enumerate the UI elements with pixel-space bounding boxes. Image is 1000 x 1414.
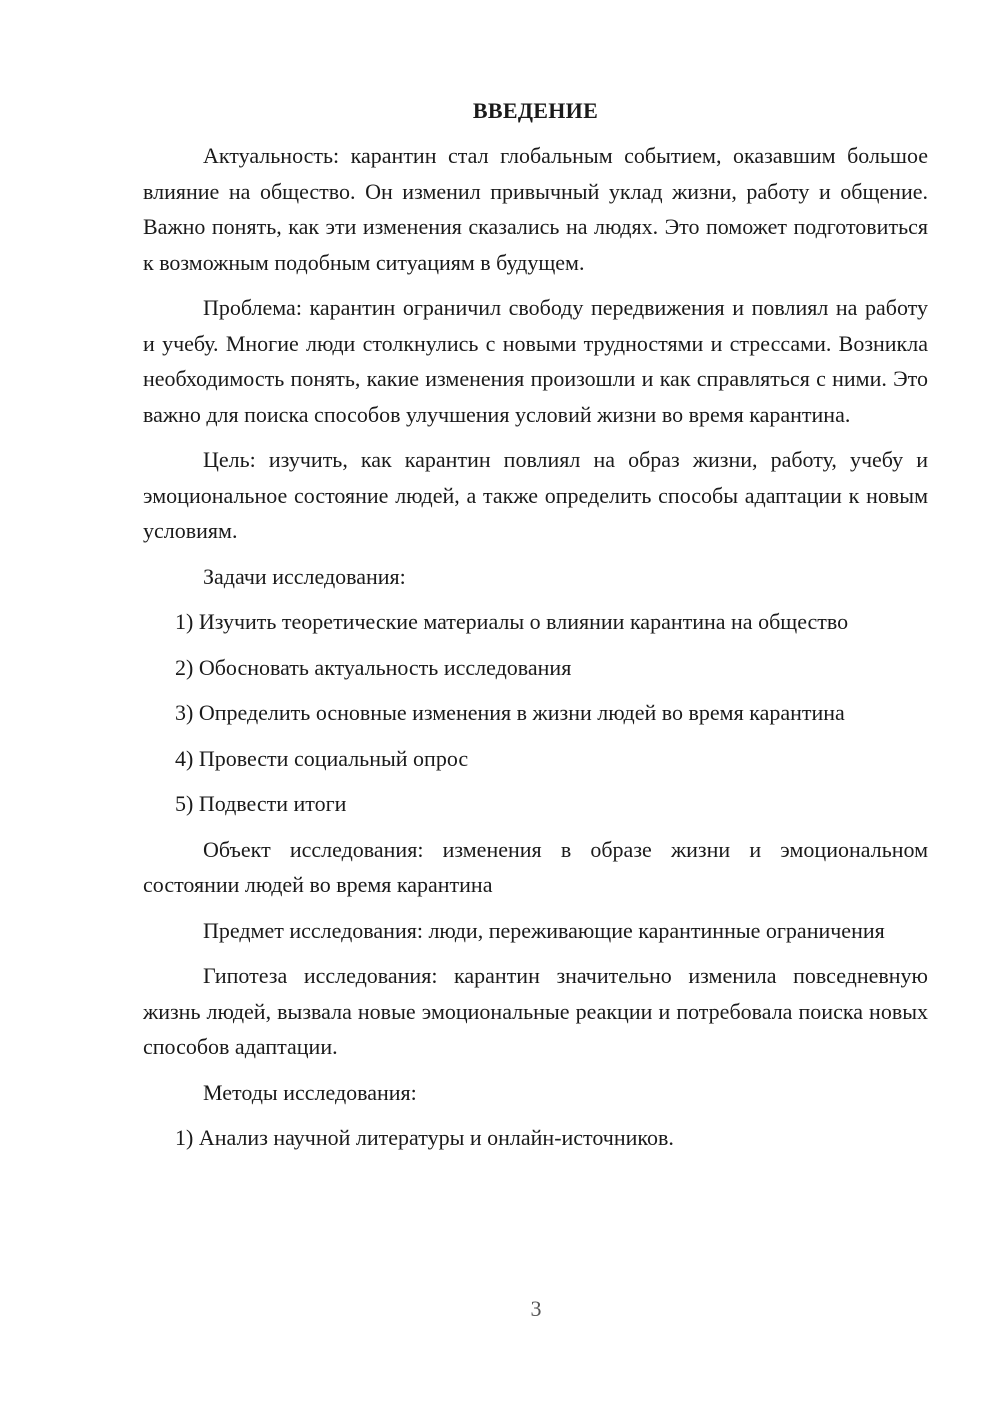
- task-item: 3) Определить основные изменения в жизни людей во время карантина: [175, 700, 845, 725]
- tasks-heading: Задачи исследования:: [203, 563, 406, 589]
- hypothesis-paragraph: Гипотеза исследования: карантин значительно изменила повседневную жизнь людей, вызвала новые эмоциональные реакции и потребовала поиска новых способов адаптации.: [143, 963, 928, 1059]
- page-number: 3: [530, 1296, 542, 1321]
- task-item: 4) Провести социальный опрос: [175, 745, 469, 771]
- page-title: ВВЕДЕНИЕ: [472, 98, 599, 123]
- problem-paragraph: Проблема: карантин ограничил свободу передвижения и повлиял на работу и учебу. Многие люди столкнулись с новыми трудностями и стрессами. Возникла необходимость понять, какие изменения произошли и как справляться с ними. Это важно для поиска способов улучшения условий жизни во время карантина.: [143, 295, 928, 427]
- method-item: 1) Анализ научной литературы и онлайн-источников.: [175, 1125, 674, 1150]
- task-item: 1) Изучить теоретические материалы о влиянии карантина на общество: [175, 609, 849, 634]
- task-item: 2) Обосновать актуальность исследования: [175, 654, 572, 680]
- task-item: 5) Подвести итоги: [175, 791, 347, 816]
- methods-heading: Методы исследования:: [203, 1079, 417, 1105]
- page-content: [143, 96, 928, 1166]
- relevance-paragraph: Актуальность: карантин стал глобальным событием, оказавшим большое влияние на общество. Он изменил привычный уклад жизни, работу и общение. Важно понять, как эти изменения сказались на людях. Это поможет подготовиться к возможным подобным ситуациям в будущем.: [143, 143, 928, 275]
- subject-paragraph: Предмет исследования: люди, переживающие карантинные ограничения: [203, 917, 885, 943]
- object-paragraph: Объект исследования: изменения в образе жизни и эмоциональном состоянии людей во время карантина: [143, 836, 928, 897]
- goal-paragraph: Цель: изучить, как карантин повлиял на образ жизни, работу, учебу и эмоциональное состояние людей, а также определить способы адаптации к новым условиям.: [143, 447, 928, 543]
